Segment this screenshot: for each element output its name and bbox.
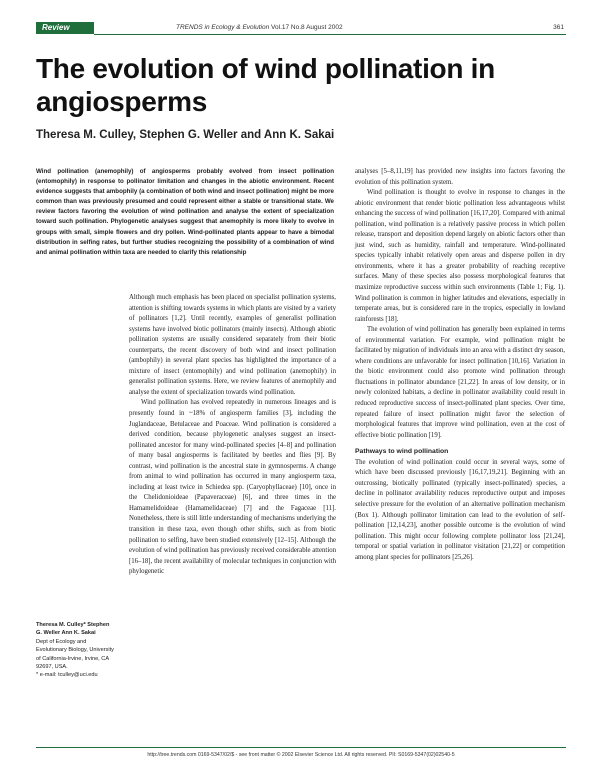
page-number: 361 [553, 24, 564, 31]
body-paragraph: The evolution of wind pollination has generally been explained in terms of environmental variation. For example, wind pollination might be facilitated by migration of individuals into an area with a distinct dry season, where conditions are unfavorable for insect pollination [10,16]. Variation in the biotic environment could also promote wind pollination through fluctuations in pollinator abundance [21,22]. In areas of low density, or in newly colonized habitats, a decline in pollinator availability could result in reduced reproductive success of insect-pollinated plant species. Over time, repeated failure of insect pollination might favor the selection of morphological features that improve wind pollination, even at the cost of effective biotic pollination [19]. [355, 326, 565, 439]
affiliation-names: Theresa M. Culley* Stephen G. Weller Ann K. Sakai [36, 622, 110, 637]
body-paragraph: analyses [5–8,11,19] has provided new insights into factors favoring the evolution of this pollination system. [355, 168, 565, 186]
body-column-left [129, 293, 336, 578]
body-column-right [355, 167, 565, 563]
body-paragraph: Wind pollination has evolved repeatedly in numerous lineages and is presently found in ~18% of angiosperm families [3], including the Juglandaceae, Betulaceae and Poaceae. Wind pollination is considered a derived condition, because phylogenetic analyses suggest an insect-pollinated ancestor for many wind-pollinated species [4–8] and pollination of many basal angiosperms is facilitated by beetles and flies [9]. By contrast, wind pollination is the ancestral state in gymnosperms. A change from animal to wind pollination has occurred in many angiosperm taxa, including at least twice in Schiedea spp. (Caryophyllaceae) [10], once in the Chelidonioideae (Papaveraceae) [6], and three times in the Hamamelidoideae (Hamamelidaceae) [7] and the Fagaceae [11]. Nonetheless, there is still little understanding of mechanisms underlying the transition in these taxa, even though other shifts, such as from biotic pollination to selfing, have been studied extensively [12–15]. Although the evolution of wind pollination has previously received considerable attention [16–18], the recent availability of molecular techniques in conjunction with phylogenetic [129, 399, 336, 576]
affiliation-email[interactable]: * e-mail: tculley@uci.edu [36, 672, 98, 679]
journal-name: TRENDS in Ecology & Evolution [176, 24, 270, 31]
section-tab [36, 22, 94, 34]
journal-citation [176, 22, 343, 34]
article-abstract: Wind pollination (anemophily) of angiosperms probably evolved from insect pollination (entomophily) in response to pollinator limitation and changes in the abiotic environment. Recent evidence suggests that ambophily (a combination of both wind and insect pollination) might be more common than was previously presumed and could represent either a stable or transitional state. We review factors favoring the evolution of wind pollination and analyse the extent of specialization toward such pollination. Phylogenetic analyses suggest that anemophily is more likely to evolve in groups with small, simple flowers and dry pollen. Wind-pollinated plants appear to have a bimodal distribution in selfing rates, but further studies recognizing the possibility of a combination of wind and animal pollination within taxa are needed to clarify this relationship [36, 168, 334, 256]
author-affiliation [36, 621, 116, 680]
article-authors: Theresa M. Culley, Stephen G. Weller and Ann K. Sakai [36, 129, 335, 141]
page-footer: http://tree.trends.com 0169-5347/02/$ - see front matter © 2002 Elsevier Science Ltd. All rights reserved. PII: S0169-5347(02)02540-5 [36, 747, 566, 758]
affiliation-address: Dept of Ecology and Evolutionary Biology, University of California-Irvine, Irvine, CA 92697, USA. [36, 638, 114, 671]
body-paragraph: The evolution of wind pollination could occur in several ways, some of which have been discussed previously [16,17,19,21]. Beginning with an outcrossing, biotically pollinated (typically insect-pollinated) species, a decline in pollinator availability reduces reproductive output and imposes selective pressure for the evolution of an alternative pollination mechanism (Box 1). Although pollinator limitation can lead to the evolution of self-pollination [12,14,23], another possible outcome is the evolution of wind pollination. This might occur following complete pollinator loss [21,24], temporal or spatial variation in pollinator visitation [21,22] or competition among plant species for pollinators [25,26]. [355, 458, 565, 561]
journal-issue: Vol.17 No.8 August 2002 [271, 24, 343, 31]
section-heading: Pathways to wind pollination [355, 448, 449, 456]
article-title: The evolution of wind pollination in angiosperms [36, 53, 495, 117]
body-paragraph: Although much emphasis has been placed on specialist pollination systems, attention is shifting towards systems in which plants are visited by a variety of pollinators [1,2]. Until recently, examples of generalist pollination systems have involved biotic pollinators (mainly insects). Although abiotic pollination systems are usually considered separately from their biotic counterparts, the recent discovery of both wind and insect pollination (ambophily) in several plant species has highlighted the importance of a mixture of insect (entomophily) and wind pollination (anemophily) in generalist pollination systems. Here, we review features of anemophily and analyse the extent of specialization towards wind pollination. [129, 294, 336, 396]
body-paragraph: Wind pollination is thought to evolve in response to changes in the abiotic environment that render biotic pollination less advantageous whilst enhancing the success of wind pollination [16,17,20]. Compared with animal pollination, wind pollination is a relatively passive process in which pollen release, transport and deposition depend largely on abiotic factors other than just wind, such as humidity, rainfall and temperature. Wind-pollinated species typically inhabit relatively open areas and disperse pollen in dry environments, where it has a greater probability of reaching receptive surfaces. Many of these species also possess morphological features that maximize reproductive success within such environments (Table 1; Fig. 1). Wind pollination is common in higher latitudes and elevations, especially in temperate areas, but is considered rare in the tropics, especially in lowland rainforests [18]. [355, 189, 565, 323]
running-header [36, 22, 566, 34]
section-tab-label: Review [42, 23, 70, 32]
